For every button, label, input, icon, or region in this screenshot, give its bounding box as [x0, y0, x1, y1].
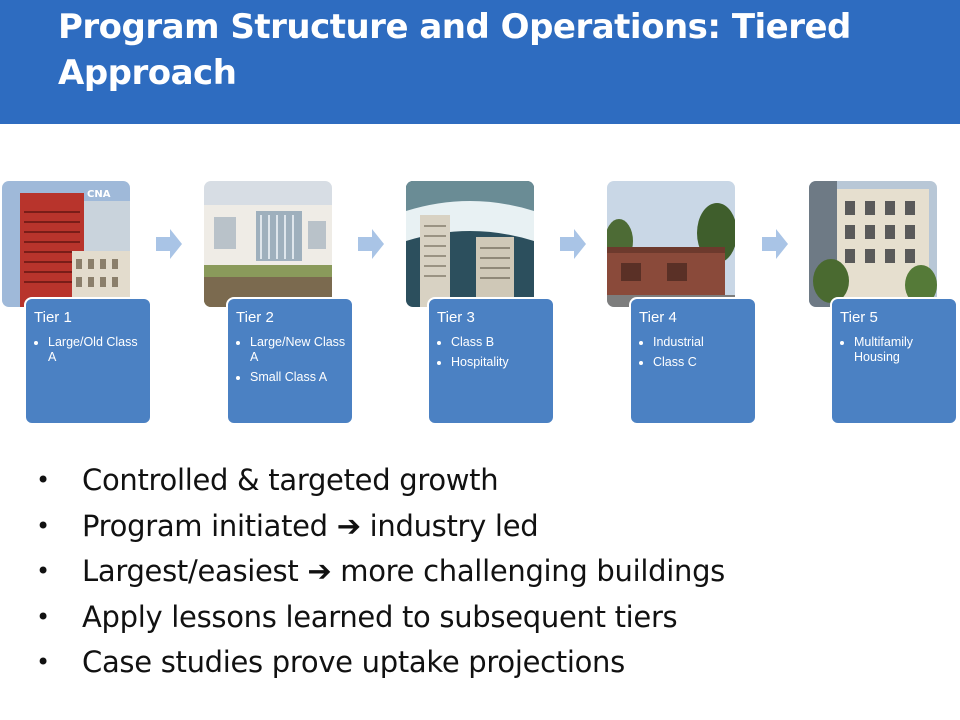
tier-1-item-1: • Large/Old Class A — [48, 335, 144, 365]
tier-5-photo — [809, 181, 937, 307]
tier-5-label: Tier 5 — [840, 309, 878, 326]
tier-3-item-1: • Class B — [451, 335, 547, 350]
tier-2-item-2: • Small Class A — [250, 370, 346, 385]
tier-2-label: Tier 2 — [236, 309, 274, 326]
tier-2-item-1: • Large/New Class A — [250, 335, 346, 365]
tier-4-item-1: • Industrial — [653, 335, 749, 350]
tier-1-label: Tier 1 — [34, 309, 72, 326]
title-bar — [0, 0, 960, 124]
list-item: • Controlled & targeted growth — [36, 463, 499, 497]
slide-title: Program Structure and Operations: Tiered Approach — [58, 7, 851, 93]
tier-2-photo — [204, 181, 332, 307]
tier-4-photo — [607, 181, 735, 307]
tier-1-photo — [2, 181, 130, 307]
arrow-right-icon — [156, 229, 182, 259]
arrow-right-icon — [560, 229, 586, 259]
tier-5-card — [830, 297, 958, 425]
tier-3-card — [427, 297, 555, 425]
tier-5-item-1: • Multifamily Housing — [854, 335, 950, 365]
tier-4-item-2: • Class C — [653, 355, 749, 370]
list-item: • Largest/easiest ➔ more challenging buildings — [36, 554, 725, 588]
photo-logo: CNA — [87, 189, 111, 200]
tier-1-card — [24, 297, 152, 425]
list-item: • Apply lessons learned to subsequent tiers — [36, 599, 678, 634]
tier-3-item-2: • Hospitality — [451, 355, 547, 370]
arrow-right-icon — [358, 229, 384, 259]
tier-3-photo — [406, 181, 534, 307]
list-item: • Case studies prove uptake projections — [36, 645, 625, 679]
arrow-right-icon — [762, 229, 788, 259]
tier-4-label: Tier 4 — [639, 309, 677, 326]
tier-3-label: Tier 3 — [437, 309, 475, 326]
key-points-list — [36, 458, 936, 686]
list-item: • Program initiated ➔ industry led — [36, 508, 539, 543]
tier-2-card — [226, 297, 354, 425]
tier-4-card — [629, 297, 757, 425]
